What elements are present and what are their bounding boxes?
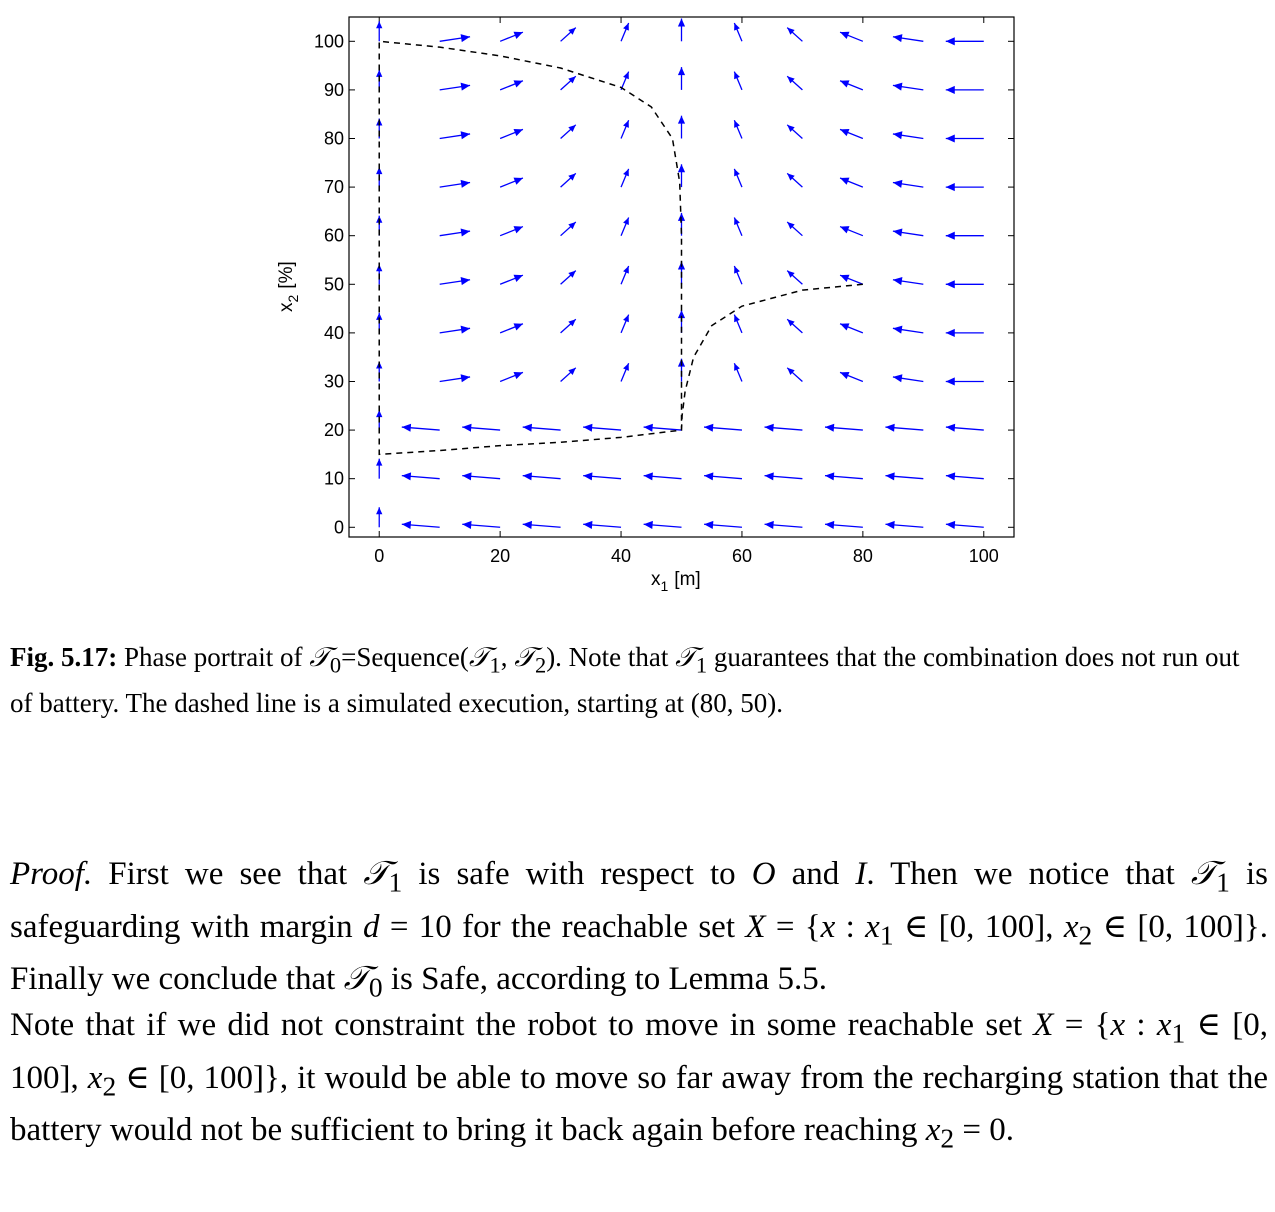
proof-text: = {	[765, 908, 821, 945]
y-tick-label: 80	[323, 128, 344, 149]
x-tick-label: 40	[611, 546, 632, 566]
proof-text: is safeguarding with margin	[10, 856, 1269, 945]
x-tick-label: 20	[490, 546, 511, 566]
x-tick-label: 100	[968, 546, 999, 566]
t1-subscript: 1	[388, 866, 403, 898]
proof-paragraph	[10, 852, 1268, 1010]
note-text: ∈ [0, 100]}, it would be able to move so far away from the recharging station that the battery would not be sufficient to bring it back again before reaching	[10, 1059, 1268, 1149]
proof-text: ∈ [0, 100],	[893, 908, 1064, 945]
set-x-symbol: X	[1033, 1007, 1054, 1043]
note-text: = {	[1053, 1007, 1111, 1043]
t0-subscript: 0	[368, 971, 383, 1003]
caption-text: Phase portrait of	[117, 642, 310, 672]
x1-symbol: x	[1156, 1007, 1172, 1043]
x2-subscript: 2	[1078, 919, 1093, 951]
y-tick-label: 40	[323, 322, 344, 343]
set-i-symbol: I	[855, 856, 867, 892]
t0-symbol: 𝒯	[343, 961, 369, 998]
caption-text: =Sequence(	[341, 642, 469, 672]
y-tick-label: 100	[313, 31, 344, 52]
t0-symbol: 𝒯	[309, 642, 330, 672]
proof-text: is safe with respect to	[402, 856, 752, 892]
proof-text: . Then we notice that	[866, 856, 1191, 892]
set-o-symbol: O	[751, 856, 776, 892]
margin-symbol: d	[363, 908, 380, 945]
t1-subscript: 1	[1216, 866, 1230, 898]
y-axis-label: $x_2[\%]$	[276, 261, 301, 312]
note-text: Note that if we did not constraint the robot to move in some reachable set	[10, 1007, 1034, 1043]
y-tick-label: 30	[323, 371, 344, 392]
note-paragraph	[10, 1003, 1268, 1161]
y-tick-label: 70	[323, 177, 344, 198]
note-text: = 0.	[954, 1112, 1015, 1149]
proof-text: = 10 for the reachable set	[379, 908, 746, 945]
x1-symbol: x	[865, 908, 880, 945]
x2-symbol: x	[87, 1059, 103, 1096]
caption-text: ). Note that	[546, 642, 676, 672]
proof-text: and	[775, 856, 856, 892]
x2-symbol: x	[925, 1112, 941, 1149]
caption-text: guarantees that the combination does not run out of battery. The dashed line is a simulated execution, starting at (80, 50).	[10, 642, 1240, 719]
y-tick-label: 90	[323, 79, 344, 100]
t2-subscript: 2	[534, 652, 547, 678]
x-axis-label: $x_1$ [m]	[651, 569, 701, 594]
proof-text: ∈ [0, 100]}. Finally we conclude that	[10, 908, 1269, 998]
t0-subscript: 0	[329, 652, 342, 678]
x1-subscript: 1	[1171, 1017, 1186, 1049]
caption-text: ,	[500, 642, 515, 672]
x1-subscript: 1	[879, 919, 894, 951]
note-text: ∈ [0, 100],	[10, 1007, 1268, 1096]
phase-portrait-figure	[0, 0, 1275, 600]
y-tick-label: 20	[323, 420, 344, 441]
t1-symbol: 𝒯	[675, 642, 696, 672]
x-tick-label: 0	[374, 546, 385, 566]
t1-symbol: 𝒯	[468, 642, 490, 672]
t2-symbol: 𝒯	[514, 642, 535, 672]
x2-symbol: x	[1063, 908, 1079, 945]
y-tick-label: 0	[333, 517, 344, 538]
set-x-symbol: X	[745, 908, 766, 945]
proof-label: Proof.	[10, 856, 93, 892]
x2-subscript: 2	[102, 1070, 117, 1102]
t1-symbol: 𝒯	[1190, 856, 1217, 892]
x-tick-label: 60	[731, 546, 752, 566]
t1-subscript: 1	[489, 652, 501, 678]
y-tick-label: 60	[323, 225, 344, 246]
figure-caption	[10, 638, 1268, 722]
note-text: :	[1125, 1007, 1157, 1043]
caption-label: Fig. 5.17:	[10, 642, 118, 672]
y-tick-label: 10	[323, 468, 344, 489]
proof-text: is Safe, according to Lemma 5.5.	[382, 961, 828, 998]
proof-text: :	[835, 908, 866, 945]
proof-text: First we see that	[92, 856, 364, 892]
y-tick-label: 50	[323, 274, 344, 295]
x-symbol: x	[820, 908, 836, 945]
x-tick-label: 80	[852, 546, 873, 566]
t1-symbol: 𝒯	[363, 856, 389, 892]
t1-subscript: 1	[695, 652, 708, 678]
x-symbol: x	[1110, 1007, 1126, 1043]
x2-subscript: 2	[940, 1122, 955, 1154]
